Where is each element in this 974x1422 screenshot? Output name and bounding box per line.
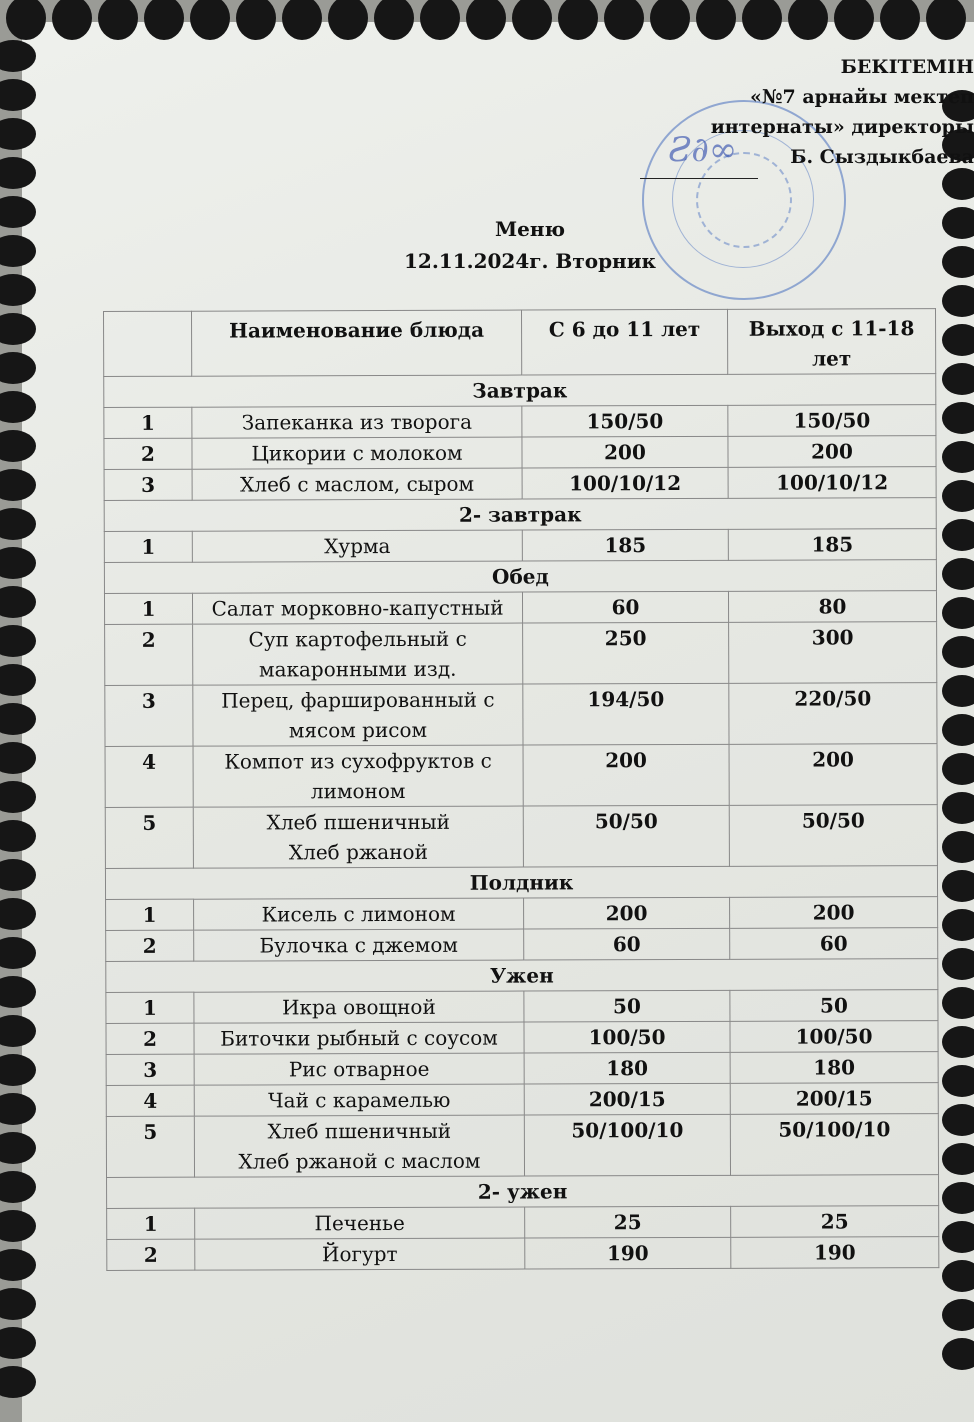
portion-6-11: 60 bbox=[522, 591, 728, 623]
portion-6-11: 60 bbox=[524, 928, 730, 960]
portion-11-18: 200/15 bbox=[730, 1083, 938, 1115]
portion-6-11: 100/10/12 bbox=[522, 467, 728, 499]
portion-11-18: 220/50 bbox=[729, 683, 937, 745]
dish-name: Перец, фаршированный с мясом рисом bbox=[193, 684, 523, 746]
row-number: 1 bbox=[104, 593, 192, 624]
dish-name: Компот из сухофруктов с лимоном bbox=[193, 745, 523, 807]
portion-11-18: 200 bbox=[730, 897, 938, 929]
portion-6-11: 25 bbox=[525, 1206, 731, 1238]
dish-name: Йогурт bbox=[195, 1238, 525, 1270]
signature: Ƨ∂∞ bbox=[668, 130, 738, 170]
portion-6-11: 200/15 bbox=[524, 1083, 730, 1115]
table-row bbox=[104, 467, 936, 501]
portion-11-18: 185 bbox=[728, 529, 936, 561]
dish-name: Хлеб пшеничный Хлеб ржаной с маслом bbox=[194, 1115, 524, 1177]
portion-6-11: 50 bbox=[524, 990, 730, 1022]
approval-signer: Б. Сыздыкбаева bbox=[790, 146, 974, 168]
portion-11-18: 200 bbox=[728, 436, 936, 468]
table-header-row bbox=[104, 309, 936, 377]
menu-title: Меню bbox=[494, 217, 565, 241]
dish-name: Рис отварное bbox=[194, 1053, 524, 1085]
table-row bbox=[106, 1052, 938, 1086]
table-row bbox=[106, 1114, 938, 1178]
row-number: 1 bbox=[104, 531, 192, 562]
section-row bbox=[106, 959, 938, 993]
portion-11-18: 180 bbox=[730, 1052, 938, 1084]
header-num bbox=[104, 311, 192, 376]
portion-6-11: 190 bbox=[525, 1237, 731, 1269]
row-number: 4 bbox=[106, 1085, 194, 1116]
row-number: 4 bbox=[105, 746, 193, 807]
dish-name: Цикории с молоком bbox=[192, 437, 522, 469]
portion-6-11: 185 bbox=[522, 529, 728, 561]
approval-heading: БЕКІТЕМІН bbox=[840, 56, 974, 78]
portion-6-11: 200 bbox=[523, 744, 729, 806]
portion-6-11: 180 bbox=[524, 1052, 730, 1084]
row-number: 1 bbox=[106, 899, 194, 930]
table-row bbox=[105, 683, 937, 747]
portion-11-18: 50 bbox=[730, 990, 938, 1022]
table-row bbox=[106, 897, 938, 931]
portion-11-18: 50/50 bbox=[729, 805, 937, 867]
dish-name: Салат морковно-капустный bbox=[192, 592, 522, 624]
table-row bbox=[105, 805, 937, 869]
table-row bbox=[104, 405, 936, 439]
menu-date: 12.11.2024г. Вторник bbox=[404, 249, 656, 273]
dish-name: Хлеб с маслом, сыром bbox=[192, 468, 522, 500]
table-row bbox=[104, 591, 936, 625]
section-title: Завтрак bbox=[104, 374, 936, 408]
portion-6-11: 150/50 bbox=[522, 405, 728, 437]
table-row bbox=[106, 928, 938, 962]
portion-6-11: 194/50 bbox=[523, 683, 729, 745]
dish-name: Биточки рыбный с соусом bbox=[194, 1022, 524, 1054]
section-row bbox=[104, 498, 936, 532]
portion-11-18: 100/50 bbox=[730, 1021, 938, 1053]
portion-11-18: 150/50 bbox=[728, 405, 936, 437]
section-row bbox=[104, 374, 936, 408]
header-age-11-18: Выход с 11-18 лет bbox=[727, 309, 935, 375]
portion-6-11: 200 bbox=[522, 436, 728, 468]
dish-name: Икра овощной bbox=[194, 991, 524, 1023]
portion-11-18: 200 bbox=[729, 744, 937, 806]
header-age-6-11: С 6 до 11 лет bbox=[521, 309, 727, 375]
menu-table bbox=[103, 308, 939, 1271]
row-number: 1 bbox=[107, 1208, 195, 1239]
row-number: 1 bbox=[106, 992, 194, 1023]
portion-11-18: 50/100/10 bbox=[730, 1114, 938, 1176]
approval-line-1: «№7 арнайы мектеп bbox=[749, 86, 974, 108]
section-title: Ужен bbox=[106, 959, 938, 993]
table-row bbox=[105, 744, 937, 808]
dish-name: Чай с карамелью bbox=[194, 1084, 524, 1116]
portion-6-11: 250 bbox=[523, 622, 729, 684]
portion-11-18: 190 bbox=[731, 1237, 939, 1269]
section-title: 2- завтрак bbox=[104, 498, 936, 532]
portion-11-18: 300 bbox=[729, 622, 937, 684]
row-number: 2 bbox=[107, 1239, 195, 1270]
row-number: 2 bbox=[105, 624, 193, 685]
section-row bbox=[105, 866, 937, 900]
row-number: 1 bbox=[104, 407, 192, 438]
portion-6-11: 50/50 bbox=[523, 805, 729, 867]
dish-name: Запеканка из творога bbox=[192, 406, 522, 438]
portion-11-18: 60 bbox=[730, 928, 938, 960]
section-row bbox=[107, 1175, 939, 1209]
header-dish: Наименование блюда bbox=[192, 310, 522, 376]
table-row bbox=[107, 1237, 939, 1271]
row-number: 3 bbox=[106, 1054, 194, 1085]
portion-11-18: 25 bbox=[731, 1206, 939, 1238]
row-number: 2 bbox=[106, 1023, 194, 1054]
section-title: Обед bbox=[104, 560, 936, 594]
row-number: 5 bbox=[106, 1116, 194, 1177]
section-row bbox=[104, 560, 936, 594]
table-row bbox=[104, 436, 936, 470]
approval-block bbox=[644, 52, 974, 172]
dish-name: Булочка с джемом bbox=[194, 929, 524, 961]
dish-name: Хурма bbox=[192, 530, 522, 562]
dish-name: Печенье bbox=[195, 1207, 525, 1239]
table-row bbox=[105, 622, 937, 686]
dish-name: Кисель с лимоном bbox=[194, 898, 524, 930]
document-title bbox=[330, 213, 730, 277]
portion-6-11: 50/100/10 bbox=[524, 1114, 730, 1176]
row-number: 3 bbox=[104, 469, 192, 500]
portion-11-18: 80 bbox=[728, 591, 936, 623]
approval-line-2: интернаты» директоры bbox=[710, 116, 974, 138]
portion-11-18: 100/10/12 bbox=[728, 467, 936, 499]
table-row bbox=[106, 1021, 938, 1055]
row-number: 5 bbox=[105, 807, 193, 868]
section-title: Полдник bbox=[105, 866, 937, 900]
table-row bbox=[107, 1206, 939, 1240]
row-number: 3 bbox=[105, 685, 193, 746]
signature-line bbox=[640, 178, 758, 179]
table-row bbox=[104, 529, 936, 563]
row-number: 2 bbox=[106, 930, 194, 961]
dish-name: Хлеб пшеничный Хлеб ржаной bbox=[193, 806, 523, 868]
portion-6-11: 100/50 bbox=[524, 1021, 730, 1053]
section-title: 2- ужен bbox=[107, 1175, 939, 1209]
dish-name: Суп картофельный с макаронными изд. bbox=[193, 623, 523, 685]
portion-6-11: 200 bbox=[524, 897, 730, 929]
table-row bbox=[106, 1083, 938, 1117]
row-number: 2 bbox=[104, 438, 192, 469]
table-row bbox=[106, 990, 938, 1024]
